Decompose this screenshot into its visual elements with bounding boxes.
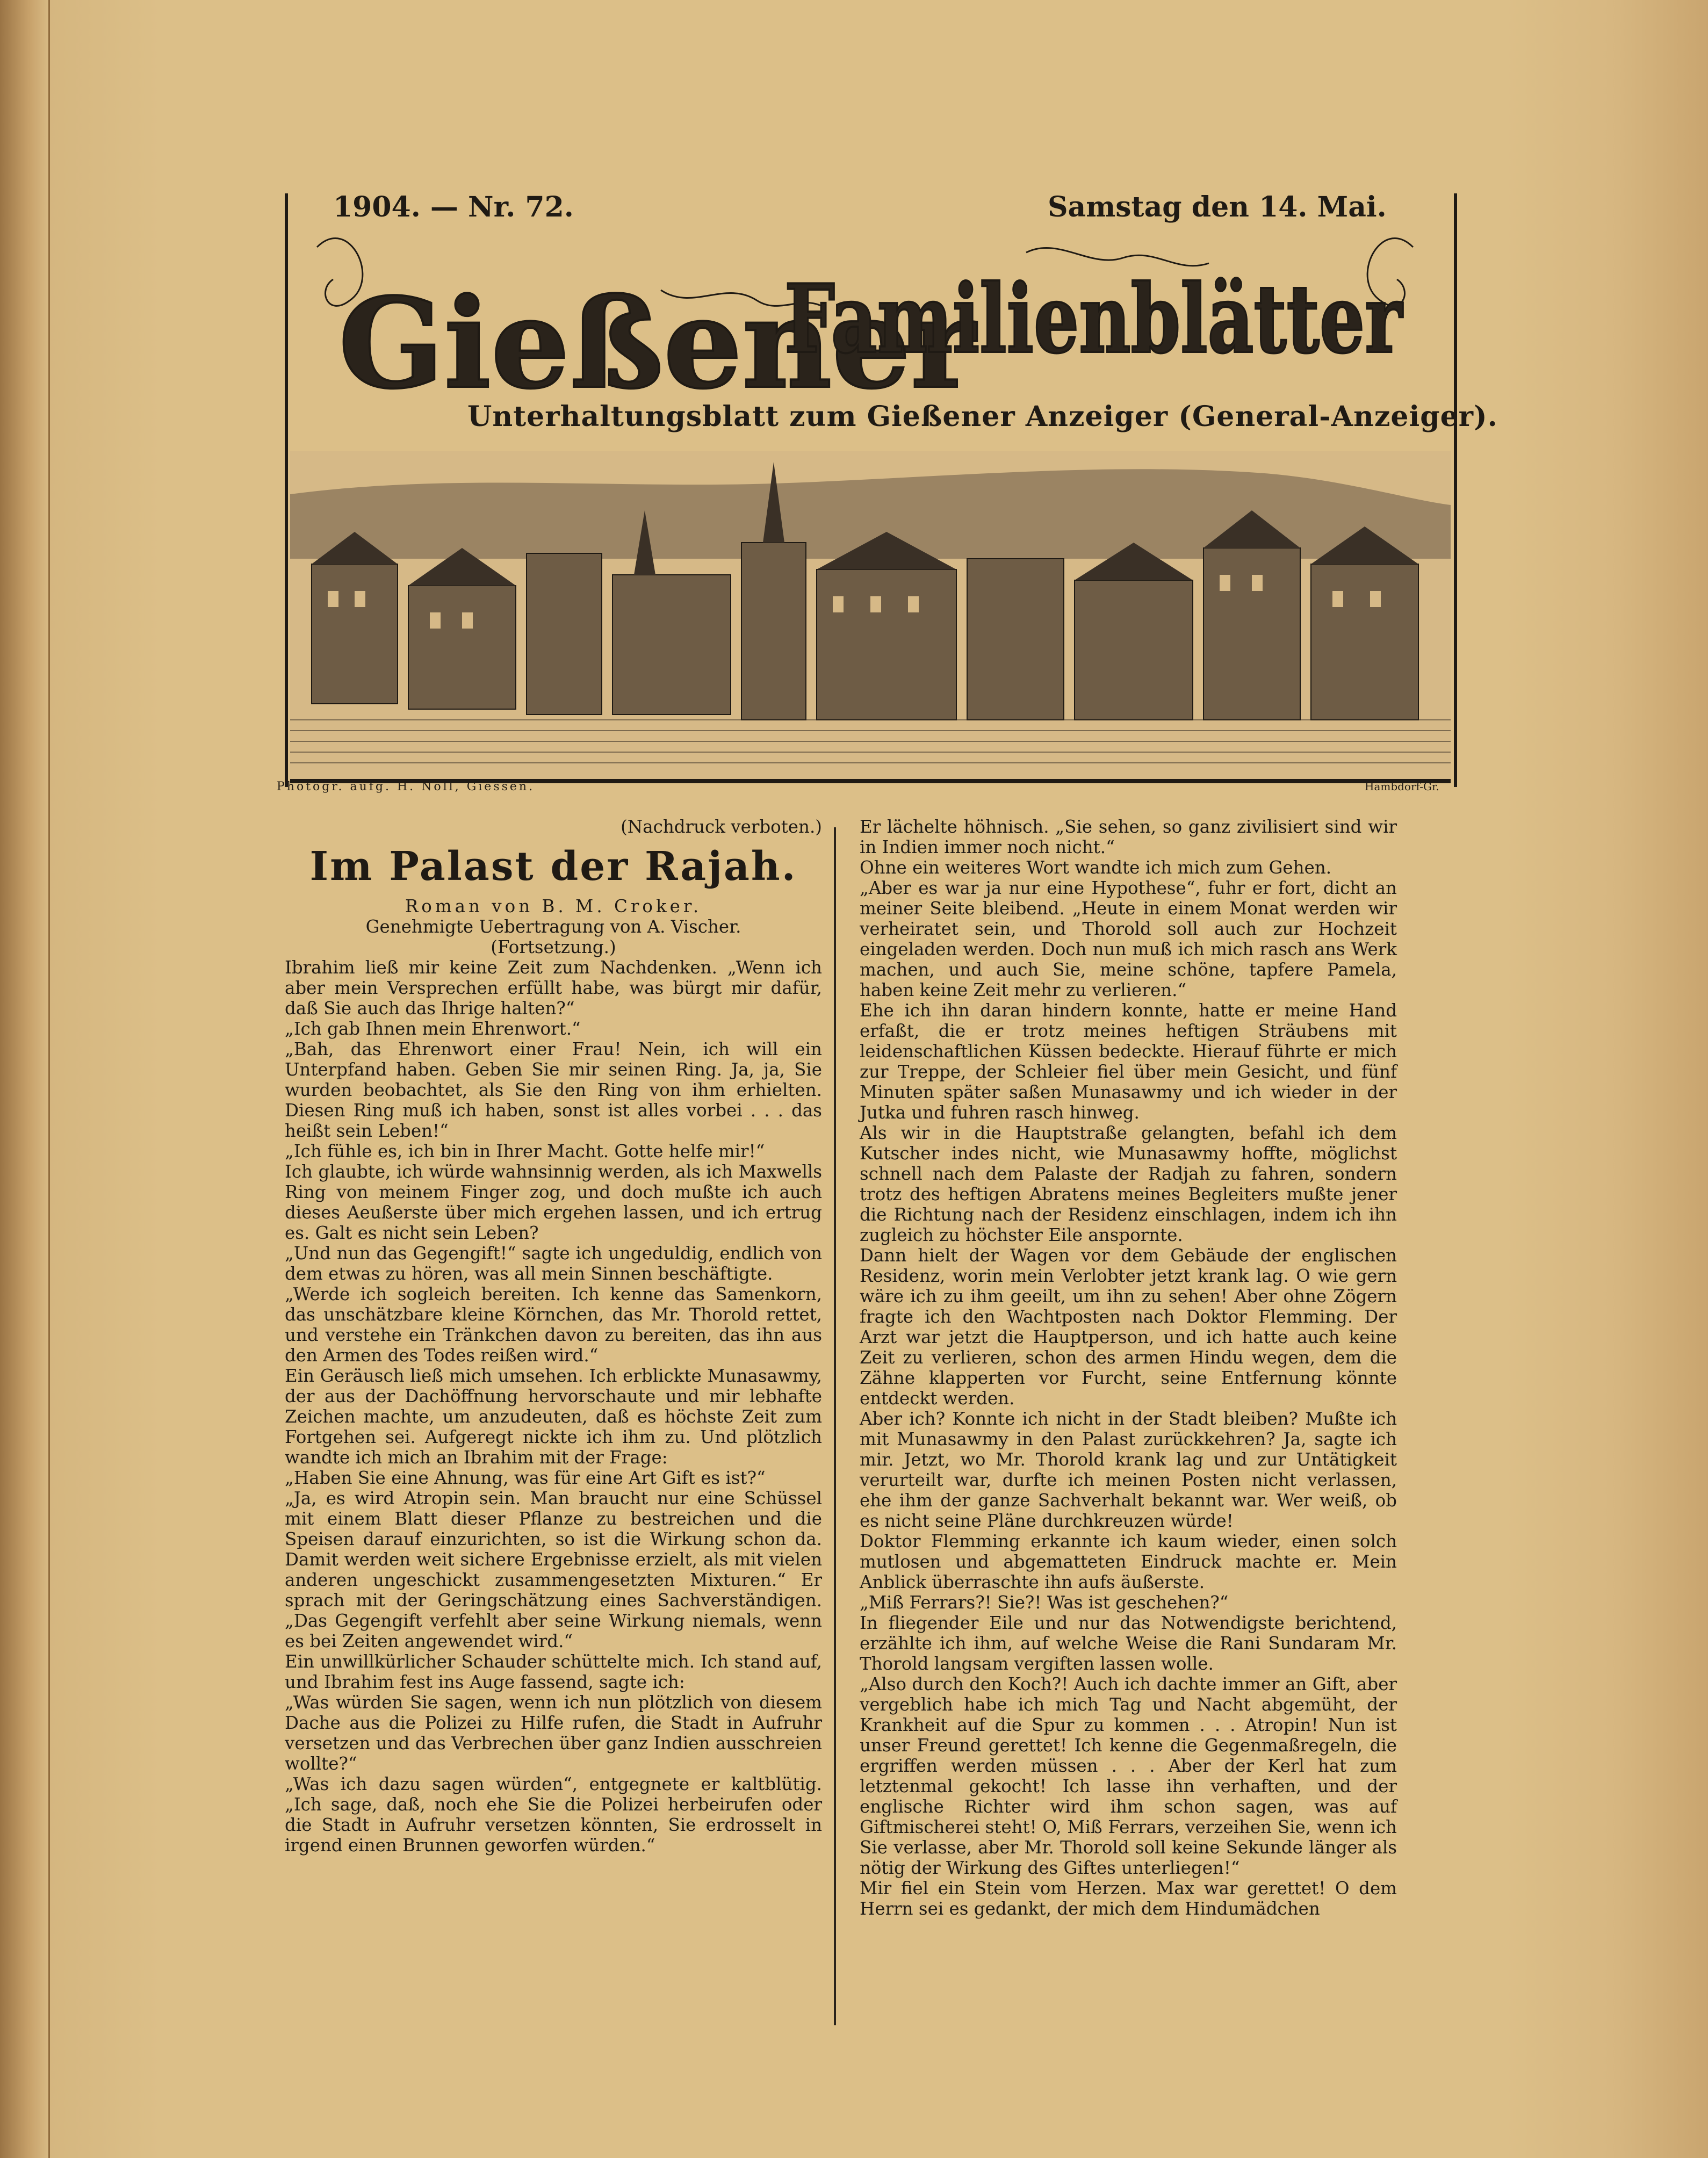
text-column-right (860, 817, 1397, 1919)
continuation-note: (Fortsetzung.) (491, 937, 616, 957)
story-title: Im Palast der Rajah. (309, 843, 797, 890)
paragraph: Ohne ein weiteres Wort wandte ich mich zum Gehen. (860, 857, 1332, 878)
masthead-subtitle: Unterhaltungsblatt zum Gießener Anzeiger (General-Anzeiger). (467, 400, 1498, 433)
newspaper-page (48, 0, 1606, 2158)
paragraph: „Ja, es wird Atropin sein. Man braucht nur eine Schüssel mit einem Blatt dieser Pflanze zu bestreichen und die Speisen darauf einzurichten, so ist die Wirkung schon da. Damit werden weit sichere Ergebnisse erzielt, als mit vielen anderen ungeschickt zusammengesetzten Mixturen.“ Er sprach mit der Geringschätzung eines Sachverständigen. „Das Gegengift verfehlt aber seine Wirkung niemals, wenn es bei Zeiten angewendet wird.“ (285, 1488, 822, 1651)
engraver-credit: Hambdorf-Gr. (1365, 780, 1439, 793)
paragraph: Aber ich? Konnte ich nicht in der Stadt bleiben? Mußte ich mit Munasawmy in den Palast zurückkehren? Ja, sagte ich mir. Jetzt, wo Mr. Thorold krank lag und zur Untätigkeit verurteilt war, durfte ich meinen Posten nicht verlassen, ehe ihm der ganze Sachverhalt bekannt war. Wer weiß, ob es nicht seine Pläne durchkreuzen würde! (860, 1409, 1397, 1531)
paragraph: Ehe ich ihn daran hindern konnte, hatte er meine Hand erfaßt, die er trotz meines heftigen Sträubens mit leidenschaftlichen Küssen bedeckte. Hierauf führte er mich zur Treppe, der Schleier fiel über mein Gesicht, und fünf Minuten später saßen Munasawmy und ich wieder in der Jutka und fuhren rasch hinweg. (860, 1000, 1397, 1123)
photo-credit: Photogr. aufg. H. Noll, Giessen. (277, 780, 535, 793)
paragraph: In fliegender Eile und nur das Notwendigste berichtend, erzählte ich ihm, auf welche Weise die Rani Sundaram Mr. Thorold langsam vergiften lassen wolle. (860, 1613, 1397, 1674)
paragraph: „Aber es war ja nur eine Hypothese“, fuhr er fort, dicht an meiner Seite bleibend. „Heute in einem Monat werden wir verheiratet sein, und Thorold soll auch zur Hochzeit eingeladen werden. Doch nun muß ich mich rasch ans Werk machen, und auch Sie, meine schöne, tapfere Pamela, haben keine Zeit mehr zu verlieren.“ (860, 878, 1397, 1000)
paragraph: „Werde ich sogleich bereiten. Ich kenne das Samenkorn, das unschätzbare kleine Körnchen, das Mr. Thorold rettet, und verstehe ein Tränkchen davon zu bereiten, das ihn aus den Armen des Todes reißen wird.“ (285, 1284, 822, 1366)
text-column-left (285, 817, 822, 1856)
page-gutter (0, 0, 50, 2158)
paragraph: „Ich fühle es, ich bin in Ihrer Macht. Gotte helfe mir!“ (285, 1141, 765, 1161)
city-engraving-image (290, 451, 1451, 783)
issue-number: 1904. — Nr. 72. (333, 191, 574, 223)
paragraph: Er lächelte höhnisch. „Sie sehen, so ganz zivilisiert sind wir in Indien immer noch nicht.“ (860, 817, 1397, 857)
paragraph: Ein Geräusch ließ mich umsehen. Ich erblickte Munasawmy, der aus der Dachöffnung hervorschaute und mir lebhafte Zeichen machte, um anzudeuten, daß es höchste Zeit zum Fortgehen sei. Aufgeregt nickte ich ihm zu. Und plötzlich wandte ich mich an Ibrahim mit der Frage: (285, 1366, 822, 1468)
paragraph: „Und nun das Gegengift!“ sagte ich ungeduldig, endlich von dem etwas zu hören, was all mein Sinnen beschäftigte. (285, 1243, 822, 1284)
paragraph: Doktor Flemming erkannte ich kaum wieder, einen solch mutlosen und abgematteten Eindruck machte er. Mein Anblick überraschte ihn aufs äußerste. (860, 1531, 1397, 1592)
issue-date: Samstag den 14. Mai. (1048, 191, 1387, 223)
paragraph: „Miß Ferrars?! Sie?! Was ist geschehen?“ (860, 1592, 1229, 1613)
reprint-notice: (Nachdruck verboten.) (621, 817, 822, 837)
paragraph: Ein unwillkürlicher Schauder schüttelte mich. Ich stand auf, und Ibrahim fest ins Auge fassend, sagte ich: (285, 1651, 822, 1692)
paragraph: „Ich gab Ihnen mein Ehrenwort.“ (285, 1019, 581, 1039)
paragraph: „Bah, das Ehrenwort einer Frau! Nein, ich will ein Unterpfand haben. Geben Sie mir seinen Ring. Ja, ja, Sie wurden beobachtet, als Sie den Ring von ihm erhielten. Diesen Ring muß ich haben, sonst ist alles vorbei . . . das heißt sein Leben!“ (285, 1039, 822, 1141)
paragraph: Ibrahim ließ mir keine Zeit zum Nachdenken. „Wenn ich aber mein Versprechen erfüllt habe, was bürgt mir dafür, daß Sie auch das Ihrige halten?“ (285, 957, 822, 1019)
paragraph: „Was würden Sie sagen, wenn ich nun plötzlich von diesem Dache aus die Polizei zu Hilfe rufen, die Stadt in Aufruhr versetzen und das Verbrechen über ganz Indien ausschreien wollte?“ (285, 1692, 822, 1774)
paragraph: „Was ich dazu sagen würden“, entgegnete er kaltblütig. „Ich sage, daß, noch ehe Sie die Polizei herbeirufen oder die Stadt in Aufruhr versetzen könnten, Sie erdrosselt in irgend einen Brunnen geworfen würden.“ (285, 1774, 822, 1856)
paragraph: Dann hielt der Wagen vor dem Gebäude der englischen Residenz, worin mein Verlobter jetzt krank lag. O wie gern wäre ich zu ihm geeilt, um ihn zu sehen! Aber ohne Zögern fragte ich den Wachtposten nach Doktor Flemming. Der Arzt war jetzt die Hauptperson, und ich hatte auch keine Zeit zu verlieren, schon des armen Hindu wegen, dem die Zähne klapperten vor Furcht, seine Entfernung könnte entdeckt werden. (860, 1245, 1397, 1409)
paragraph: „Haben Sie eine Ahnung, was für eine Art Gift es ist?“ (285, 1468, 766, 1488)
paragraph: Mir fiel ein Stein vom Herzen. Max war gerettet! O dem Herrn sei es gedankt, der mich dem Hindumädchen (860, 1878, 1397, 1919)
story-byline: Roman von B. M. Croker. (405, 896, 702, 916)
paragraph: Ich glaubte, ich würde wahnsinnig werden, als ich Maxwells Ring von meinem Finger zog, und doch mußte ich auch dieses Aeußerste über mich ergehen lassen, und ich ertrug es. Galt es nicht sein Leben? (285, 1161, 822, 1243)
paragraph: Als wir in die Hauptstraße gelangten, befahl ich dem Kutscher indes nicht, wie Munasawmy hoffte, möglichst schnell nach dem Palaste der Radjah zu fahren, sondern trotz des heftigen Abratens meines Begleiters mußte jener die Richtung nach der Residenz einschlagen, indem ich ihn zugleich zu höchster Eile anspornte. (860, 1123, 1397, 1245)
translation-credit: Genehmigte Uebertragung von A. Vischer. (365, 916, 741, 937)
title-word-1: Gießener (338, 271, 976, 416)
title-word-2: Familienblätter (784, 264, 1403, 374)
paragraph: „Also durch den Koch?! Auch ich dachte immer an Gift, aber vergeblich habe ich mich Tag und Nacht abgemüht, der Krankheit auf die Spur zu kommen . . . Atropin! Nun ist unser Freund gerettet! Ich kenne die Gegenmaßregeln, die ergriffen werden müssen . . . Aber der Kerl hat zum letztenmal gekocht! Ich lasse ihn verhaften, und der englische Richter wird ihm schon sagen, was auf Giftmischerei steht! O, Miß Ferrars, verzeihen Sie, wenn ich Sie verlasse, aber Mr. Thorold soll keine Sekunde länger als nötig der Wirkung des Giftes unterliegen!“ (860, 1674, 1397, 1878)
column-divider (834, 827, 836, 2025)
